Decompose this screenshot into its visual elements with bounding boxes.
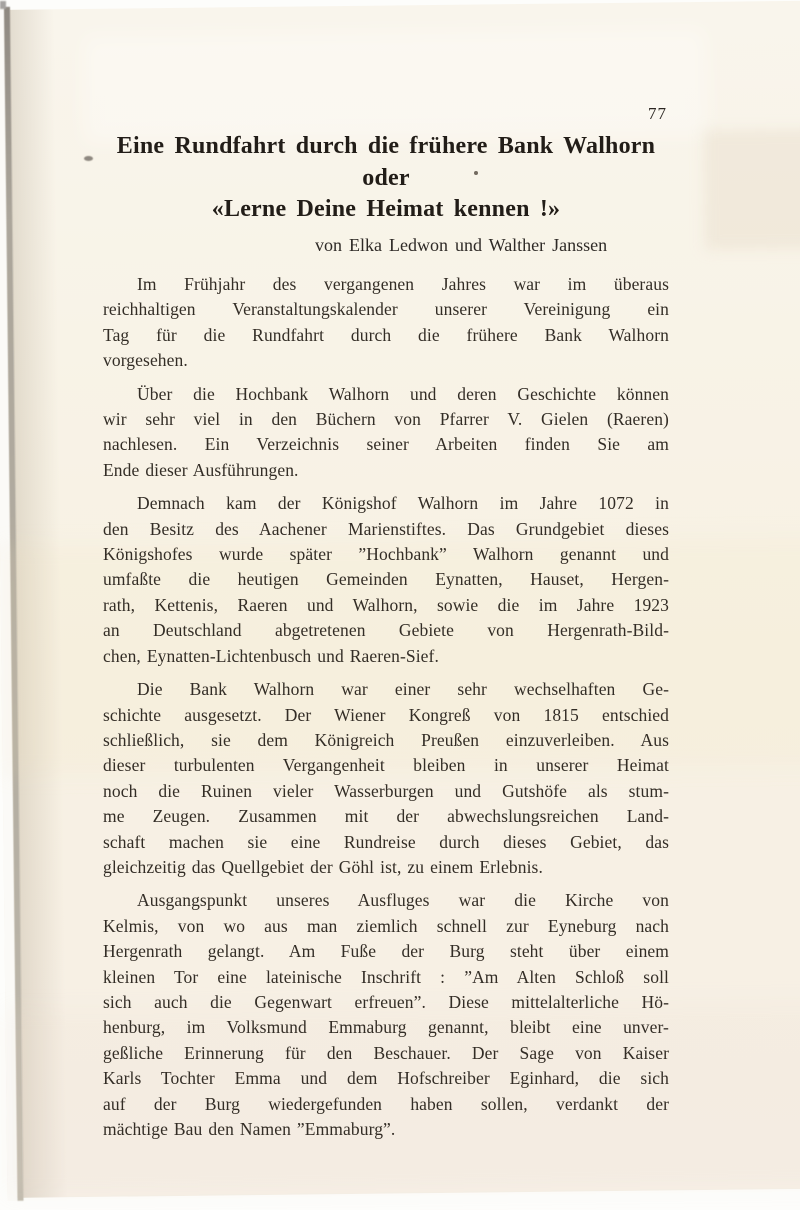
paragraph xyxy=(103,888,669,1142)
text-line: geßliche Erinnerung für den Beschauer. Der Sage von Kaiser xyxy=(103,1042,669,1063)
ink-speck xyxy=(474,171,478,175)
text-line: vorgesehen. xyxy=(103,350,188,371)
article-title xyxy=(91,131,681,226)
text-line: me Zeugen. Zusammen mit der abwechslungsreichen Land- xyxy=(103,806,669,827)
text-line: Tag für die Rundfahrt durch die frühere Bank Walhorn xyxy=(103,324,669,345)
text-line: nachlesen. Ein Verzeichnis seiner Arbeiten finden Sie am xyxy=(103,434,669,455)
text-line: gleichzeitig das Quellgebiet der Göhl ist, zu einem Erlebnis. xyxy=(103,856,543,877)
text-line: den Besitz des Aachener Marienstiftes. Das Grundgebiet dieses xyxy=(103,518,669,539)
text-line: Königshofes wurde später ”Hochbank” Walhorn genannt und xyxy=(103,544,669,565)
text-line: noch die Ruinen vieler Wasserburgen und Gutshöfe als stum- xyxy=(103,780,669,801)
text-line: Ausgangspunkt unseres Ausfluges war die Kirche von xyxy=(137,890,669,911)
paragraph xyxy=(103,677,669,880)
scan-corner-speck xyxy=(0,1,6,9)
text-line: Kelmis, von wo aus man ziemlich schnell zur Eyneburg nach xyxy=(103,915,669,936)
text-line: an Deutschland abgetretenen Gebiete von Hergenrath-Bild- xyxy=(103,620,669,641)
title-line-3: «Lerne Deine Heimat kennen !» xyxy=(211,196,561,222)
text-line: Über die Hochbank Walhorn und deren Geschichte können xyxy=(137,383,669,404)
ink-speck xyxy=(84,156,93,161)
text-line: auf der Burg wiedergefunden haben sollen, verdankt der xyxy=(103,1093,669,1114)
title-line-2: oder xyxy=(362,164,410,191)
text-line: Ende dieser Ausführungen. xyxy=(103,459,299,480)
text-line: sich auch die Gegenwart erfreuen”. Diese mittelalterliche Hö- xyxy=(103,991,669,1012)
page-number: 77 xyxy=(648,104,667,123)
text-line: schaft machen sie eine Rundreise durch dieses Gebiet, das xyxy=(103,831,669,852)
text-line: Die Bank Walhorn war einer sehr wechselhaften Ge- xyxy=(137,679,669,700)
body-text xyxy=(103,272,669,1150)
paragraph xyxy=(103,382,669,484)
text-line: Demnach kam der Königshof Walhorn im Jahre 1072 in xyxy=(137,493,669,514)
text-line: kleinen Tor eine lateinische Inschrift : ”Am Alten Schloß soll xyxy=(103,966,669,987)
byline: von Elka Ledwon und Walther Janssen xyxy=(315,235,608,255)
scan-light-patch xyxy=(84,30,705,142)
title-line-1: Eine Rundfahrt durch die frühere Bank Walhorn xyxy=(116,133,656,159)
text-line: mächtige Bau den Namen ”Emmaburg”. xyxy=(103,1119,396,1139)
text-line: wir sehr viel in den Büchern von Pfarrer V. Gielen (Raeren) xyxy=(103,409,669,430)
text-line: chen, Eynatten-Lichtenbusch und Raeren-Sief. xyxy=(103,645,439,666)
text-line: rath, Kettenis, Raeren und Walhorn, sowie die im Jahre 1923 xyxy=(103,594,669,615)
text-line: dieser turbulenten Vergangenheit bleiben in unserer Heimat xyxy=(103,755,669,776)
text-line: Im Frühjahr des vergangenen Jahres war im überaus xyxy=(137,274,669,294)
scan-dark-patch xyxy=(703,129,800,250)
text-line: schließlich, sie dem Königreich Preußen einzuverleiben. Aus xyxy=(103,729,669,750)
text-line: schichte ausgesetzt. Der Wiener Kongreß von 1815 entschied xyxy=(103,704,669,725)
text-line: henburg, im Volksmund Emmaburg genannt, bleibt eine unver- xyxy=(103,1017,669,1038)
text-line: umfaßte die heutigen Gemeinden Eynatten, Hauset, Hergen- xyxy=(103,569,669,590)
text-line: Karls Tochter Emma und dem Hofschreiber Eginhard, die sich xyxy=(103,1068,669,1089)
paragraph xyxy=(103,491,669,669)
text-line: reichhaltigen Veranstaltungskalender unserer Vereinigung ein xyxy=(103,299,669,320)
paragraph xyxy=(103,272,669,374)
text-line: Hergenrath gelangt. Am Fuße der Burg steht über einem xyxy=(103,941,669,962)
